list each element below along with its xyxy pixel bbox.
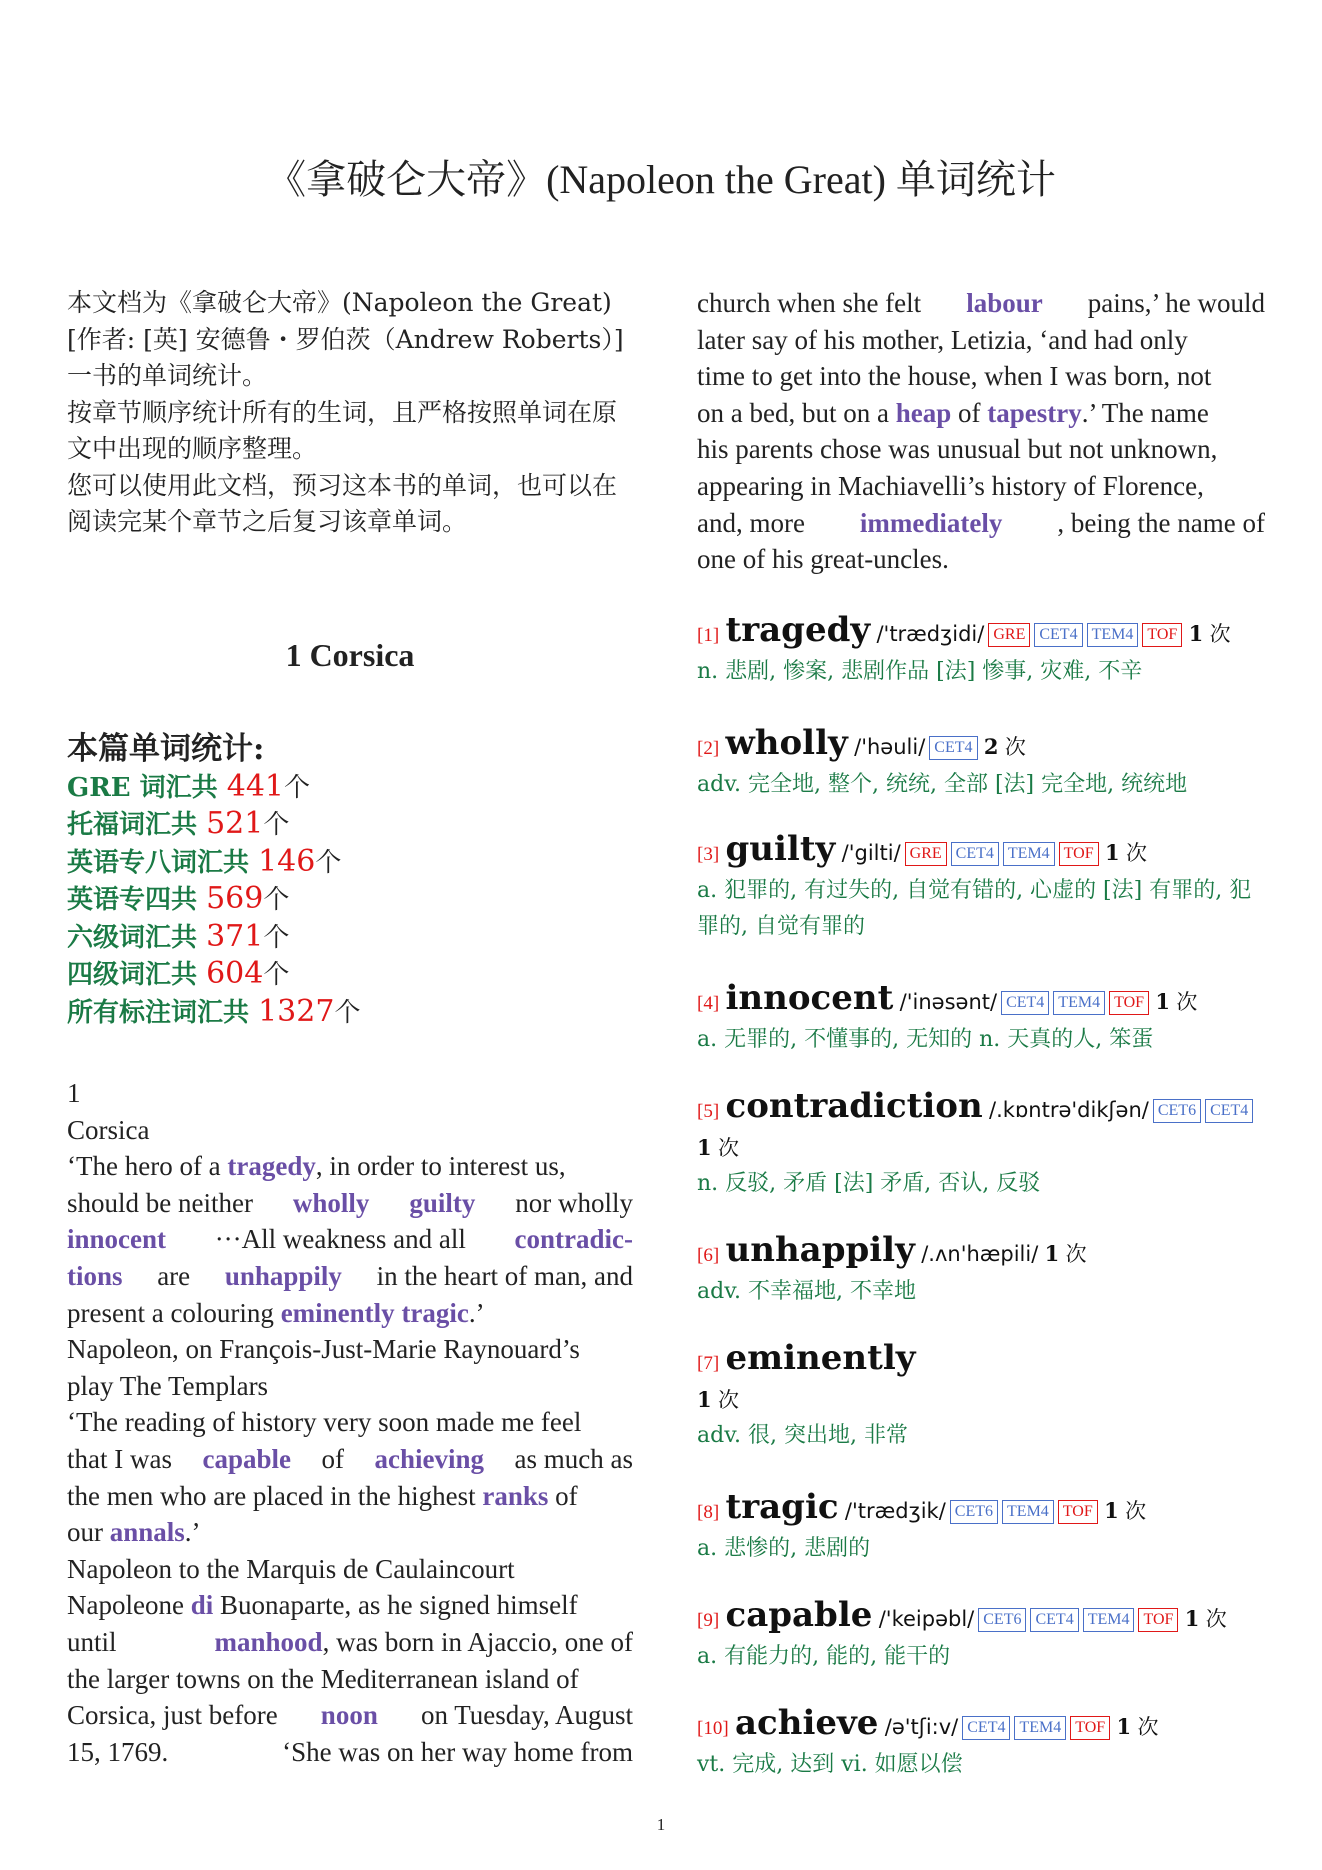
intro-paragraph: 按章节顺序统计所有的生词，且严格按照单词在原文中出现的顺序整理。 xyxy=(67,397,618,463)
text-line: 1 xyxy=(67,1078,81,1108)
highlighted-word: heap xyxy=(895,397,952,428)
stat-number: 569 xyxy=(206,881,264,916)
highlighted-word: immediately xyxy=(859,507,1003,538)
text-line: Napoleone di Buonaparte, as he signed himself xyxy=(67,1587,633,1624)
vocab-entry xyxy=(697,977,1265,1058)
vocab-level-tag: CET4 xyxy=(1030,1608,1078,1632)
vocab-level-tag: GRE xyxy=(905,842,947,866)
vocab-phonetic: /.kɒntrə'dikʃən/ xyxy=(989,1097,1149,1122)
stat-unit: 个 xyxy=(263,885,290,915)
vocab-word: eminently xyxy=(725,1337,916,1378)
text-line: and, more immediately , being the name of xyxy=(697,505,1265,542)
vocab-count-unit: 次 xyxy=(1125,1498,1147,1523)
vocab-entry xyxy=(697,1229,1265,1310)
text-line: Corsica, just before noon on Tuesday, August xyxy=(67,1697,633,1734)
stat-row-toefl xyxy=(67,806,633,844)
vocab-count-unit: 次 xyxy=(1205,1606,1227,1631)
stat-row-all xyxy=(67,994,633,1032)
vocab-definition: a. 无罪的, 不懂事的, 无知的 n. 天真的人, 笨蛋 xyxy=(697,1026,1154,1052)
vocab-count: 1 xyxy=(697,1386,712,1412)
vocab-count: 1 xyxy=(1116,1713,1132,1739)
vocab-definition: a. 悲惨的, 悲剧的 xyxy=(697,1535,871,1561)
stat-row-tem4 xyxy=(67,881,633,919)
vocab-level-tag: CET6 xyxy=(950,1500,998,1524)
stat-label: 六级词汇共 xyxy=(67,922,198,953)
text-line: should be neither wholly guilty nor wholly xyxy=(67,1185,633,1222)
vocab-index: [7] xyxy=(697,1352,720,1374)
text-line: until manhood, was born in Ajaccio, one of xyxy=(67,1626,633,1657)
vocab-level-tag: CET4 xyxy=(1205,1099,1253,1123)
stat-label: 托福词汇共 xyxy=(67,810,198,840)
stats-list xyxy=(67,769,633,1032)
vocab-phonetic: /'gilti/ xyxy=(841,840,901,865)
vocab-index: [5] xyxy=(697,1100,720,1122)
vocab-count-unit: 次 xyxy=(717,1135,739,1160)
highlighted-word: achieving xyxy=(374,1443,484,1474)
vocab-entry-header xyxy=(697,828,1265,873)
text-line: appearing in Machiavelli’s history of Florence, xyxy=(697,470,1204,501)
highlighted-word: innocent xyxy=(67,1224,167,1255)
vocab-count-unit: 次 xyxy=(1137,1714,1159,1739)
vocab-entry-header xyxy=(697,977,1265,1022)
stat-unit: 个 xyxy=(263,922,290,953)
left-column xyxy=(67,285,633,1770)
vocab-index: [1] xyxy=(697,624,720,646)
vocab-level-tag: CET4 xyxy=(962,1716,1010,1740)
vocab-level-tag: CET6 xyxy=(978,1608,1026,1632)
vocab-entry-header xyxy=(697,609,1265,654)
vocab-entry xyxy=(697,1337,1265,1454)
vocab-entry xyxy=(697,1085,1265,1202)
text-line: Napoleon to the Marquis de Caulaincourt xyxy=(67,1553,515,1584)
highlighted-word: annals xyxy=(109,1517,185,1548)
vocab-count-unit: 次 xyxy=(717,1387,739,1412)
highlighted-word: guilty xyxy=(409,1187,476,1218)
stat-row-gre xyxy=(67,769,633,807)
vocab-level-tag: TEM4 xyxy=(1002,1500,1054,1524)
stat-row-cet6 xyxy=(67,919,633,957)
vocab-count: 1 xyxy=(1184,1605,1200,1631)
vocab-count: 1 xyxy=(1155,988,1170,1014)
vocab-index: [2] xyxy=(697,737,720,759)
page-number: 1 xyxy=(656,1815,666,1834)
vocab-count-unit: 次 xyxy=(1209,621,1231,646)
stats-heading: 本篇单词统计: xyxy=(67,730,265,767)
vocab-word: contradiction xyxy=(725,1085,983,1126)
stat-unit: 个 xyxy=(315,847,342,878)
highlighted-word: tragic xyxy=(401,1297,469,1328)
highlighted-word: ranks xyxy=(482,1480,549,1511)
text-line: time to get into the house, when I was born, not xyxy=(697,361,1212,392)
vocab-entry-header xyxy=(697,722,1265,767)
vocab-level-tag: TOF xyxy=(1109,991,1149,1015)
stat-number: 604 xyxy=(206,956,264,991)
text-line: tions are unhappily in the heart of man, and xyxy=(67,1258,633,1295)
text-line: Corsica xyxy=(67,1114,150,1145)
vocab-phonetic: /'trædʒidi/ xyxy=(876,621,985,646)
vocab-entry-header xyxy=(697,1337,1265,1418)
vocab-definition: n. 悲剧, 惨案, 悲剧作品 [法] 惨事, 灾难, 不辛 xyxy=(697,658,1143,684)
text-line: later say of his mother, Letizia, ‘and had only xyxy=(697,324,1188,355)
vocab-index: [4] xyxy=(697,992,720,1014)
text-line: innocent ···All weakness and all contradic- xyxy=(67,1221,633,1258)
vocab-level-tag: CET6 xyxy=(1153,1099,1201,1123)
vocab-entry-header xyxy=(697,1594,1265,1639)
vocab-count-unit: 次 xyxy=(1125,840,1147,865)
highlighted-word: capable xyxy=(202,1443,291,1474)
text-line: church when she felt labour pains,’ he would xyxy=(697,285,1265,322)
stat-number: 521 xyxy=(206,806,264,841)
vocab-word: wholly xyxy=(725,722,848,763)
highlighted-word: wholly xyxy=(292,1187,370,1218)
vocab-count: 1 xyxy=(1104,839,1120,865)
vocab-word: tragedy xyxy=(725,609,871,650)
vocab-level-tag: TEM4 xyxy=(1014,1716,1066,1740)
stat-unit: 个 xyxy=(263,810,290,840)
vocab-phonetic: /'inəsənt/ xyxy=(899,989,998,1014)
stat-label: 所有标注词汇共 xyxy=(67,997,250,1028)
stat-label: GRE 词汇共 xyxy=(67,772,218,803)
vocab-index: [10] xyxy=(697,1717,729,1739)
vocab-level-tag: CET4 xyxy=(1034,623,1082,647)
vocab-word: tragic xyxy=(725,1486,839,1527)
right-column xyxy=(697,285,1265,1783)
vocab-definition: adv. 不幸福地, 不幸地 xyxy=(697,1278,916,1304)
vocab-entry-header xyxy=(697,1085,1265,1166)
highlighted-word: tragedy xyxy=(227,1151,316,1182)
vocab-level-tag: TEM4 xyxy=(1087,623,1139,647)
chapter-text xyxy=(67,1075,633,1770)
vocab-level-tag: CET4 xyxy=(951,842,999,866)
vocab-definition: a. 有能力的, 能的, 能干的 xyxy=(697,1643,951,1669)
vocab-level-tag: TOF xyxy=(1142,623,1182,647)
text-line: the men who are placed in the highest ranks of xyxy=(67,1478,633,1515)
vocab-level-tag: TOF xyxy=(1070,1716,1110,1740)
vocab-level-tag: TEM4 xyxy=(1083,1608,1135,1632)
vocab-phonetic: /'trædʒik/ xyxy=(844,1498,946,1523)
vocab-definition: n. 反驳, 矛盾 [法] 矛盾, 否认, 反驳 xyxy=(697,1170,1041,1196)
text-line: the larger towns on the Mediterranean island of xyxy=(67,1663,579,1694)
text-line: ‘The hero of a tragedy , in order to interest us, xyxy=(67,1148,633,1185)
vocab-entry xyxy=(697,1594,1265,1675)
vocab-entry-header xyxy=(697,1486,1265,1531)
vocab-definition: adv. 完全地, 整个, 统统, 全部 [法] 完全地, 统统地 xyxy=(697,771,1188,797)
highlighted-word: eminently xyxy=(280,1297,395,1328)
stat-row-cet4 xyxy=(67,956,633,994)
vocab-entry xyxy=(697,828,1265,945)
vocab-definition: a. 犯罪的, 有过失的, 自觉有错的, 心虚的 [法] 有罪的, 犯罪的, 自觉有罪的 xyxy=(697,877,1252,939)
vocab-count-unit: 次 xyxy=(1065,1241,1087,1266)
intro-paragraph: 您可以使用此文档，预习这本书的单词，也可以在阅读完某个章节之后复习该章单词。 xyxy=(67,470,618,536)
vocab-entry xyxy=(697,609,1265,690)
stat-unit: 个 xyxy=(263,960,290,990)
vocab-index: [3] xyxy=(697,843,720,865)
text-line: 15, 1769. ‘She was on her way home from xyxy=(67,1736,633,1767)
vocab-entry xyxy=(697,1486,1265,1567)
stat-row-tem8 xyxy=(67,844,633,882)
stat-number: 371 xyxy=(206,918,264,954)
intro-paragraph: 本文档为《拿破仑大帝》(Napoleon the Great)[作者: [英] 安德鲁・罗伯茨（Andrew Roberts）] 一书的单词统计。 xyxy=(67,288,624,390)
text-line: that I was capable of achieving as much as xyxy=(67,1441,633,1478)
highlighted-word: di xyxy=(190,1590,214,1621)
vocab-level-tag: TOF xyxy=(1138,1608,1178,1632)
text-line: Napoleon, on François-Just-Marie Raynouard’s xyxy=(67,1334,580,1365)
page-title: 《拿破仑大帝》(Napoleon the Great) 单词统计 xyxy=(266,157,1056,202)
text-line: his parents chose was unusual but not unknown, xyxy=(697,434,1218,465)
vocab-phonetic: /'həuli/ xyxy=(854,734,926,759)
stat-label: 英语专八词汇共 xyxy=(67,847,250,878)
vocab-definition: adv. 很, 突出地, 非常 xyxy=(697,1422,908,1448)
vocab-count: 2 xyxy=(983,733,999,759)
vocab-phonetic: /.ʌn'hæpili/ xyxy=(921,1241,1039,1266)
vocab-phonetic: /ə'tʃi:v/ xyxy=(884,1714,959,1739)
vocab-entry xyxy=(697,1702,1265,1783)
vocab-word: capable xyxy=(725,1594,873,1635)
text-line: our annals .’ xyxy=(67,1514,633,1551)
chapter-text-continued xyxy=(697,285,1265,578)
stat-number: 441 xyxy=(226,768,285,804)
vocab-level-tag: GRE xyxy=(988,623,1030,647)
vocab-count: 1 xyxy=(697,1134,712,1160)
vocab-index: [9] xyxy=(697,1609,720,1631)
stat-label: 四级词汇共 xyxy=(67,960,198,990)
stat-label: 英语专四共 xyxy=(67,885,198,915)
text-line: one of his great-uncles. xyxy=(697,544,949,575)
vocab-level-tag: TOF xyxy=(1058,1500,1098,1524)
vocab-phonetic: /'keipəbl/ xyxy=(878,1606,975,1631)
text-line: ‘The reading of history very soon made me feel xyxy=(67,1407,582,1438)
text-line: play The Templars xyxy=(67,1370,269,1401)
text-line: on a bed, but on a heap of tapestry .’ The name xyxy=(697,395,1265,432)
highlighted-word: manhood xyxy=(214,1626,323,1657)
vocab-word: innocent xyxy=(725,977,894,1018)
vocab-count-unit: 次 xyxy=(1176,989,1198,1014)
highlighted-word: unhappily xyxy=(224,1260,342,1291)
vocab-level-tag: TOF xyxy=(1059,842,1099,866)
text-line: present a colouring eminently tragic .’ xyxy=(67,1295,633,1332)
vocab-level-tag: TEM4 xyxy=(1003,842,1055,866)
stat-number: 1327 xyxy=(258,993,335,1029)
vocab-entry-header xyxy=(697,1702,1265,1747)
highlighted-word: tapestry xyxy=(987,397,1082,428)
vocab-count: 1 xyxy=(1044,1240,1060,1266)
stat-number: 146 xyxy=(258,843,316,879)
vocab-word: unhappily xyxy=(725,1229,915,1270)
vocab-entry-header xyxy=(697,1229,1265,1274)
vocab-definition: vt. 完成, 达到 vi. 如愿以偿 xyxy=(697,1751,963,1777)
vocab-level-tag: CET4 xyxy=(929,736,977,760)
vocab-entry xyxy=(697,722,1265,803)
vocab-level-tag: CET4 xyxy=(1001,991,1049,1015)
highlighted-word: labour xyxy=(966,288,1043,318)
highlighted-word: tions xyxy=(67,1260,123,1291)
vocab-count: 1 xyxy=(1104,1497,1119,1523)
vocab-count-unit: 次 xyxy=(1004,734,1026,759)
vocab-word: achieve xyxy=(735,1702,879,1743)
stat-unit: 个 xyxy=(284,772,311,803)
vocab-index: [6] xyxy=(697,1244,720,1266)
vocab-level-tag: TEM4 xyxy=(1053,991,1105,1015)
highlighted-word: noon xyxy=(320,1700,378,1731)
intro xyxy=(67,285,633,541)
vocab-count: 1 xyxy=(1188,620,1204,646)
vocabulary-list xyxy=(697,609,1265,1783)
vocab-index: [8] xyxy=(697,1501,720,1523)
stat-unit: 个 xyxy=(334,997,361,1028)
vocab-word: guilty xyxy=(725,828,836,869)
highlighted-word: contradic- xyxy=(514,1224,633,1255)
chapter-heading: 1 Corsica xyxy=(285,636,415,673)
